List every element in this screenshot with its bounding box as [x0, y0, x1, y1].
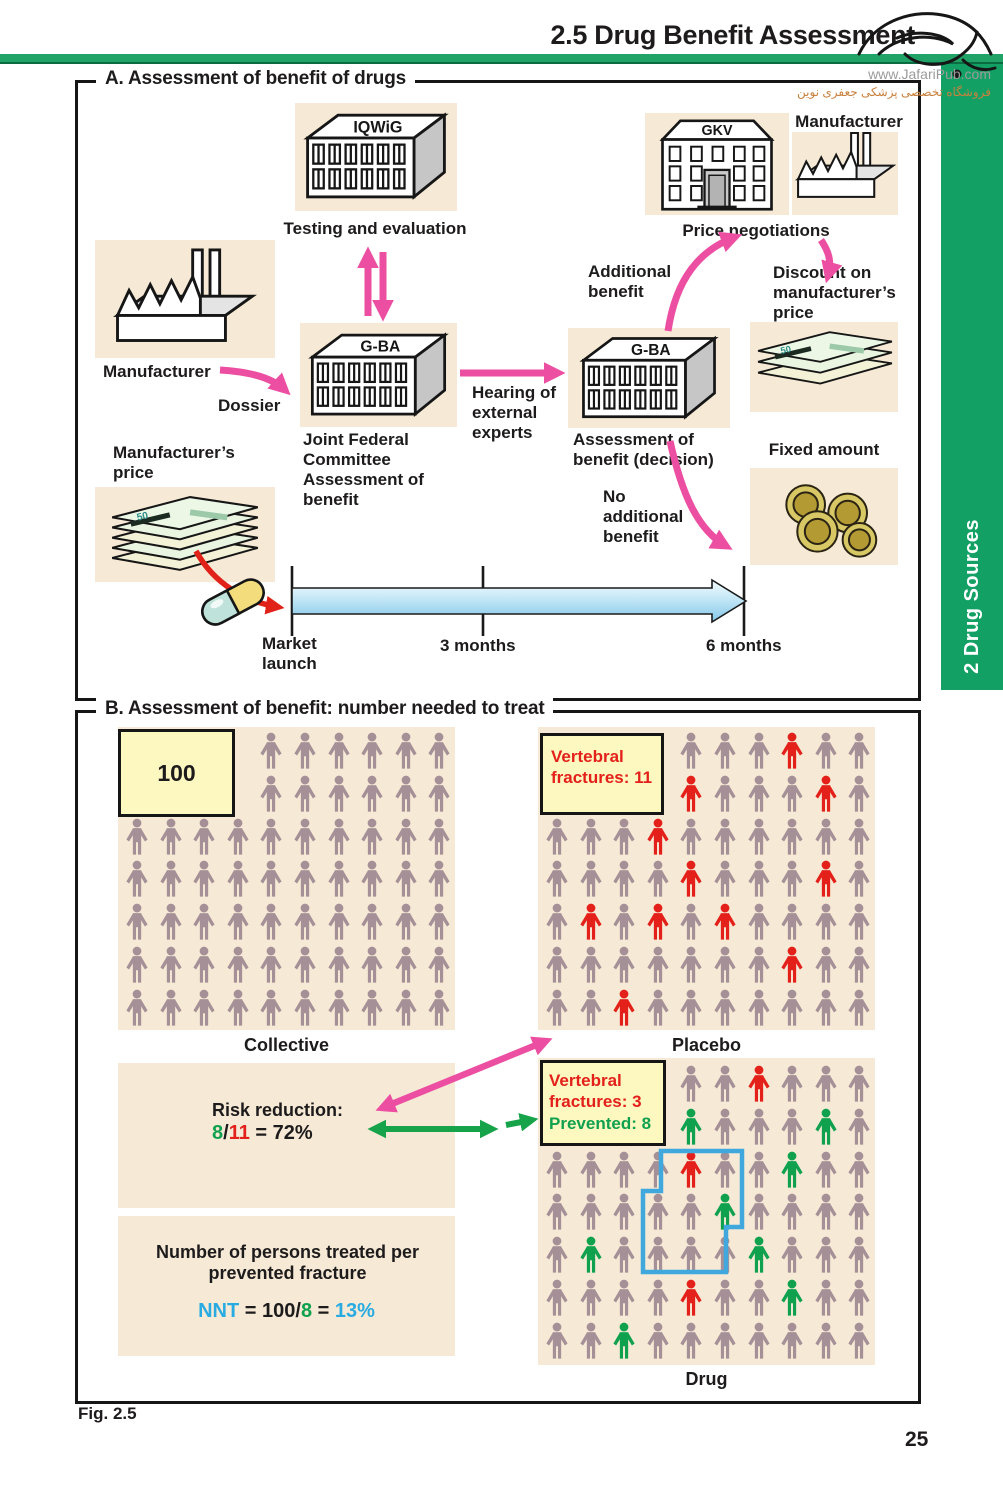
- person-pictogram: [391, 945, 421, 985]
- person-pictogram: [676, 1064, 706, 1104]
- person-pictogram: [542, 1235, 572, 1275]
- drug-callout-prevented: Prevented: 8: [549, 1113, 652, 1133]
- person-pictogram: [122, 902, 152, 942]
- person-pictogram: [844, 1278, 874, 1318]
- drug-label: Drug: [685, 1369, 728, 1389]
- person-pictogram: [576, 902, 606, 942]
- person-pictogram: [189, 817, 219, 857]
- person-pictogram: [777, 1278, 807, 1318]
- person-pictogram: [223, 988, 253, 1028]
- hearing-label: Hearing of external experts: [472, 383, 557, 442]
- drug-callout-fractures: Vertebral fractures: 3: [549, 1071, 642, 1112]
- person-pictogram: [290, 902, 320, 942]
- person-pictogram: [223, 945, 253, 985]
- person-pictogram: [542, 1278, 572, 1318]
- person-pictogram: [643, 945, 673, 985]
- person-pictogram: [744, 817, 774, 857]
- person-pictogram: [676, 731, 706, 771]
- person-pictogram: [609, 817, 639, 857]
- person-pictogram: [122, 945, 152, 985]
- person-pictogram: [811, 1192, 841, 1232]
- person-pictogram: [122, 817, 152, 857]
- iqwig-building-icon: [300, 107, 452, 207]
- person-pictogram: [256, 774, 286, 814]
- person-pictogram: [744, 731, 774, 771]
- person-pictogram: [357, 902, 387, 942]
- person-pictogram: [844, 1192, 874, 1232]
- nnt-token: NNT: [198, 1300, 240, 1322]
- person-pictogram: [391, 902, 421, 942]
- watermark-persian: فروشگاه تخصصی پزشکی جعفری نوین: [797, 85, 991, 99]
- person-pictogram: [391, 817, 421, 857]
- person-pictogram: [357, 988, 387, 1028]
- person-pictogram: [609, 902, 639, 942]
- person-pictogram: [643, 859, 673, 899]
- person-pictogram: [256, 731, 286, 771]
- person-pictogram: [122, 859, 152, 899]
- person-pictogram: [290, 774, 320, 814]
- person-pictogram: [223, 859, 253, 899]
- person-pictogram: [744, 988, 774, 1028]
- person-pictogram: [777, 988, 807, 1028]
- risk-den: 11: [228, 1122, 250, 1144]
- person-pictogram: [324, 774, 354, 814]
- page-number: 25: [905, 1428, 929, 1451]
- person-pictogram: [357, 859, 387, 899]
- no-additional-label: No additional benefit: [603, 487, 684, 546]
- person-pictogram: [609, 1278, 639, 1318]
- person-pictogram: [324, 731, 354, 771]
- person-pictogram: [777, 731, 807, 771]
- person-pictogram: [777, 1235, 807, 1275]
- person-pictogram: [777, 774, 807, 814]
- person-pictogram: [290, 859, 320, 899]
- person-pictogram: [676, 817, 706, 857]
- person-pictogram: [811, 1064, 841, 1104]
- person-pictogram: [256, 859, 286, 899]
- gba1-roof-label: G-BA: [360, 338, 401, 356]
- person-pictogram: [676, 859, 706, 899]
- drug-callout-box: [540, 1060, 666, 1146]
- person-pictogram: [844, 1150, 874, 1190]
- person-pictogram: [844, 988, 874, 1028]
- person-pictogram: [710, 817, 740, 857]
- person-pictogram: [710, 1192, 740, 1232]
- person-pictogram: [189, 945, 219, 985]
- person-pictogram: [777, 1064, 807, 1104]
- person-pictogram: [676, 1321, 706, 1361]
- person-pictogram: [609, 1321, 639, 1361]
- banknotes-right-icon: [755, 326, 895, 410]
- person-pictogram: [542, 902, 572, 942]
- chapter-side-tab-label: 2 Drug Sources: [960, 519, 983, 674]
- person-pictogram: [542, 945, 572, 985]
- person-pictogram: [609, 859, 639, 899]
- person-pictogram: [710, 988, 740, 1028]
- person-pictogram: [576, 1150, 606, 1190]
- person-pictogram: [710, 774, 740, 814]
- person-pictogram: [777, 1192, 807, 1232]
- person-pictogram: [542, 988, 572, 1028]
- person-pictogram: [811, 1150, 841, 1190]
- person-pictogram: [676, 988, 706, 1028]
- six-months-label: 6 months: [706, 636, 782, 655]
- person-pictogram: [391, 859, 421, 899]
- person-pictogram: [290, 817, 320, 857]
- joint-federal-label: Joint Federal Committee Assessment of benefit: [303, 430, 424, 509]
- panel-b-title: B. Assessment of benefit: number needed to treat: [96, 698, 553, 720]
- person-pictogram: [811, 1278, 841, 1318]
- person-pictogram: [357, 774, 387, 814]
- person-pictogram: [811, 859, 841, 899]
- person-pictogram: [424, 988, 454, 1028]
- person-pictogram: [290, 731, 320, 771]
- person-pictogram: [777, 902, 807, 942]
- person-pictogram: [357, 731, 387, 771]
- gba2-roof-label: G-BA: [631, 341, 671, 359]
- person-pictogram: [676, 774, 706, 814]
- risk-reduction-title: Risk reduction:: [212, 1100, 344, 1120]
- person-pictogram: [424, 945, 454, 985]
- gkv-building-icon: [650, 118, 784, 212]
- person-pictogram: [576, 1278, 606, 1318]
- person-pictogram: [189, 902, 219, 942]
- additional-benefit-label: Additional benefit: [588, 262, 672, 301]
- person-pictogram: [676, 1150, 706, 1190]
- nnt-eq1: =: [239, 1300, 262, 1322]
- svg-text:50: 50: [135, 510, 150, 524]
- person-pictogram: [643, 817, 673, 857]
- price-negotiations-label: Price negotiations: [682, 221, 830, 240]
- person-pictogram: [844, 1321, 874, 1361]
- manufacturer-left-label: Manufacturer: [103, 362, 211, 381]
- risk-rest: = 72%: [249, 1122, 313, 1144]
- person-pictogram: [156, 859, 186, 899]
- coins-icon: [762, 476, 888, 560]
- person-pictogram: [643, 1321, 673, 1361]
- person-pictogram: [744, 1150, 774, 1190]
- person-pictogram: [643, 1235, 673, 1275]
- dossier-label: Dossier: [218, 396, 281, 415]
- person-pictogram: [676, 1235, 706, 1275]
- person-pictogram: [290, 988, 320, 1028]
- person-pictogram: [676, 902, 706, 942]
- person-pictogram: [844, 902, 874, 942]
- testing-label: Testing and evaluation: [283, 219, 467, 238]
- person-pictogram: [542, 859, 572, 899]
- person-pictogram: [811, 817, 841, 857]
- person-pictogram: [811, 1321, 841, 1361]
- person-pictogram: [777, 1150, 807, 1190]
- person-pictogram: [744, 1235, 774, 1275]
- person-pictogram: [391, 731, 421, 771]
- person-pictogram: [844, 1064, 874, 1104]
- person-pictogram: [256, 902, 286, 942]
- risk-slash: /: [223, 1122, 229, 1144]
- person-pictogram: [324, 817, 354, 857]
- person-pictogram: [676, 1192, 706, 1232]
- person-pictogram: [744, 1107, 774, 1147]
- banknotes-left-icon: [100, 492, 270, 580]
- person-pictogram: [576, 1192, 606, 1232]
- factory-right-icon: [794, 126, 896, 212]
- person-pictogram: [609, 945, 639, 985]
- iqwig-roof-label: IQWiG: [353, 118, 403, 137]
- page-title: 2.5 Drug Benefit Assessment: [550, 20, 915, 50]
- chapter-side-tab: [941, 64, 1003, 690]
- person-pictogram: [542, 1321, 572, 1361]
- person-pictogram: [256, 945, 286, 985]
- person-pictogram: [122, 988, 152, 1028]
- count-100-box: [118, 729, 235, 817]
- person-pictogram: [424, 731, 454, 771]
- person-pictogram: [676, 1278, 706, 1318]
- nnt-eq2: =: [312, 1300, 335, 1322]
- person-pictogram: [811, 1107, 841, 1147]
- person-pictogram: [777, 945, 807, 985]
- person-pictogram: [324, 945, 354, 985]
- person-pictogram: [844, 945, 874, 985]
- person-pictogram: [744, 1278, 774, 1318]
- placebo-label: Placebo: [671, 1035, 742, 1055]
- person-pictogram: [643, 1150, 673, 1190]
- factory-left-icon: [108, 248, 260, 354]
- person-pictogram: [542, 1192, 572, 1232]
- person-pictogram: [710, 1321, 740, 1361]
- person-pictogram: [710, 945, 740, 985]
- person-pictogram: [357, 817, 387, 857]
- person-pictogram: [542, 1150, 572, 1190]
- person-pictogram: [189, 988, 219, 1028]
- person-pictogram: [777, 1107, 807, 1147]
- fixed-amount-label: Fixed amount: [768, 440, 880, 459]
- person-pictogram: [744, 774, 774, 814]
- person-pictogram: [643, 1192, 673, 1232]
- person-pictogram: [609, 1192, 639, 1232]
- person-pictogram: [256, 817, 286, 857]
- person-pictogram: [424, 817, 454, 857]
- capsule-icon: [188, 572, 278, 632]
- person-pictogram: [844, 1107, 874, 1147]
- three-months-label: 3 months: [440, 636, 516, 655]
- person-pictogram: [710, 1150, 740, 1190]
- person-pictogram: [424, 774, 454, 814]
- person-pictogram: [744, 945, 774, 985]
- person-pictogram: [609, 1235, 639, 1275]
- person-pictogram: [357, 945, 387, 985]
- person-pictogram: [777, 859, 807, 899]
- collective-label: Collective: [243, 1035, 330, 1055]
- person-pictogram: [576, 817, 606, 857]
- person-pictogram: [256, 988, 286, 1028]
- person-pictogram: [609, 1150, 639, 1190]
- person-pictogram: [744, 1064, 774, 1104]
- person-pictogram: [811, 902, 841, 942]
- person-pictogram: [576, 1235, 606, 1275]
- person-pictogram: [710, 1107, 740, 1147]
- panel-a-title: A. Assessment of benefit of drugs: [96, 68, 415, 90]
- person-pictogram: [156, 945, 186, 985]
- manufacturer-right-label: Manufacturer: [790, 112, 908, 132]
- person-pictogram: [576, 988, 606, 1028]
- nnt-caption: Number of persons treated per prevented fracture: [155, 1242, 420, 1284]
- person-pictogram: [643, 988, 673, 1028]
- person-pictogram: [844, 859, 874, 899]
- person-pictogram: [156, 988, 186, 1028]
- person-pictogram: [844, 731, 874, 771]
- gba1-building-icon: [305, 329, 452, 422]
- placebo-callout-box: [540, 733, 664, 815]
- person-pictogram: [811, 774, 841, 814]
- person-pictogram: [744, 902, 774, 942]
- person-pictogram: [643, 902, 673, 942]
- market-launch-label: Market launch: [262, 634, 317, 673]
- watermark-url: www.JafariPub.com: [868, 66, 991, 82]
- person-pictogram: [324, 988, 354, 1028]
- person-pictogram: [710, 1064, 740, 1104]
- person-pictogram: [844, 774, 874, 814]
- placebo-callout-text: Vertebral fractures: 11: [551, 747, 653, 788]
- person-pictogram: [156, 817, 186, 857]
- person-pictogram: [710, 859, 740, 899]
- person-pictogram: [223, 817, 253, 857]
- person-pictogram: [811, 945, 841, 985]
- nnt-den: 8: [300, 1300, 313, 1322]
- person-pictogram: [324, 902, 354, 942]
- person-pictogram: [542, 817, 572, 857]
- nnt-expr: 100/: [262, 1300, 301, 1322]
- person-pictogram: [576, 945, 606, 985]
- risk-reduction-formula: [212, 1122, 313, 1145]
- person-pictogram: [676, 945, 706, 985]
- risk-num: 8: [212, 1122, 224, 1144]
- manufacturers-price-label: Manufacturer’s price: [113, 443, 235, 482]
- assessment-decision-label: Assessment of benefit (decision): [573, 430, 714, 469]
- person-pictogram: [744, 1192, 774, 1232]
- person-pictogram: [777, 817, 807, 857]
- gba2-building-icon: [573, 333, 725, 424]
- person-pictogram: [223, 902, 253, 942]
- nnt-formula: [118, 1300, 455, 1323]
- gkv-roof-label: GKV: [701, 123, 733, 140]
- person-pictogram: [189, 859, 219, 899]
- person-pictogram: [290, 945, 320, 985]
- person-pictogram: [811, 731, 841, 771]
- nnt-result: 13%: [334, 1300, 375, 1322]
- person-pictogram: [710, 731, 740, 771]
- person-pictogram: [844, 817, 874, 857]
- person-pictogram: [811, 988, 841, 1028]
- person-pictogram: [324, 859, 354, 899]
- person-pictogram: [744, 859, 774, 899]
- person-pictogram: [576, 1321, 606, 1361]
- person-pictogram: [710, 1235, 740, 1275]
- svg-text:50: 50: [779, 343, 793, 356]
- person-pictogram: [576, 859, 606, 899]
- discount-label: Discount on manufacturer’s price: [773, 263, 896, 322]
- person-pictogram: [609, 988, 639, 1028]
- person-pictogram: [710, 902, 740, 942]
- figure-caption: Fig. 2.5: [78, 1404, 137, 1423]
- person-pictogram: [744, 1321, 774, 1361]
- person-pictogram: [710, 1278, 740, 1318]
- person-pictogram: [424, 859, 454, 899]
- person-pictogram: [777, 1321, 807, 1361]
- person-pictogram: [811, 1235, 841, 1275]
- person-pictogram: [391, 774, 421, 814]
- person-pictogram: [424, 902, 454, 942]
- count-100-label: 100: [157, 759, 196, 786]
- person-pictogram: [391, 988, 421, 1028]
- person-pictogram: [676, 1107, 706, 1147]
- person-pictogram: [156, 902, 186, 942]
- person-pictogram: [844, 1235, 874, 1275]
- person-pictogram: [643, 1278, 673, 1318]
